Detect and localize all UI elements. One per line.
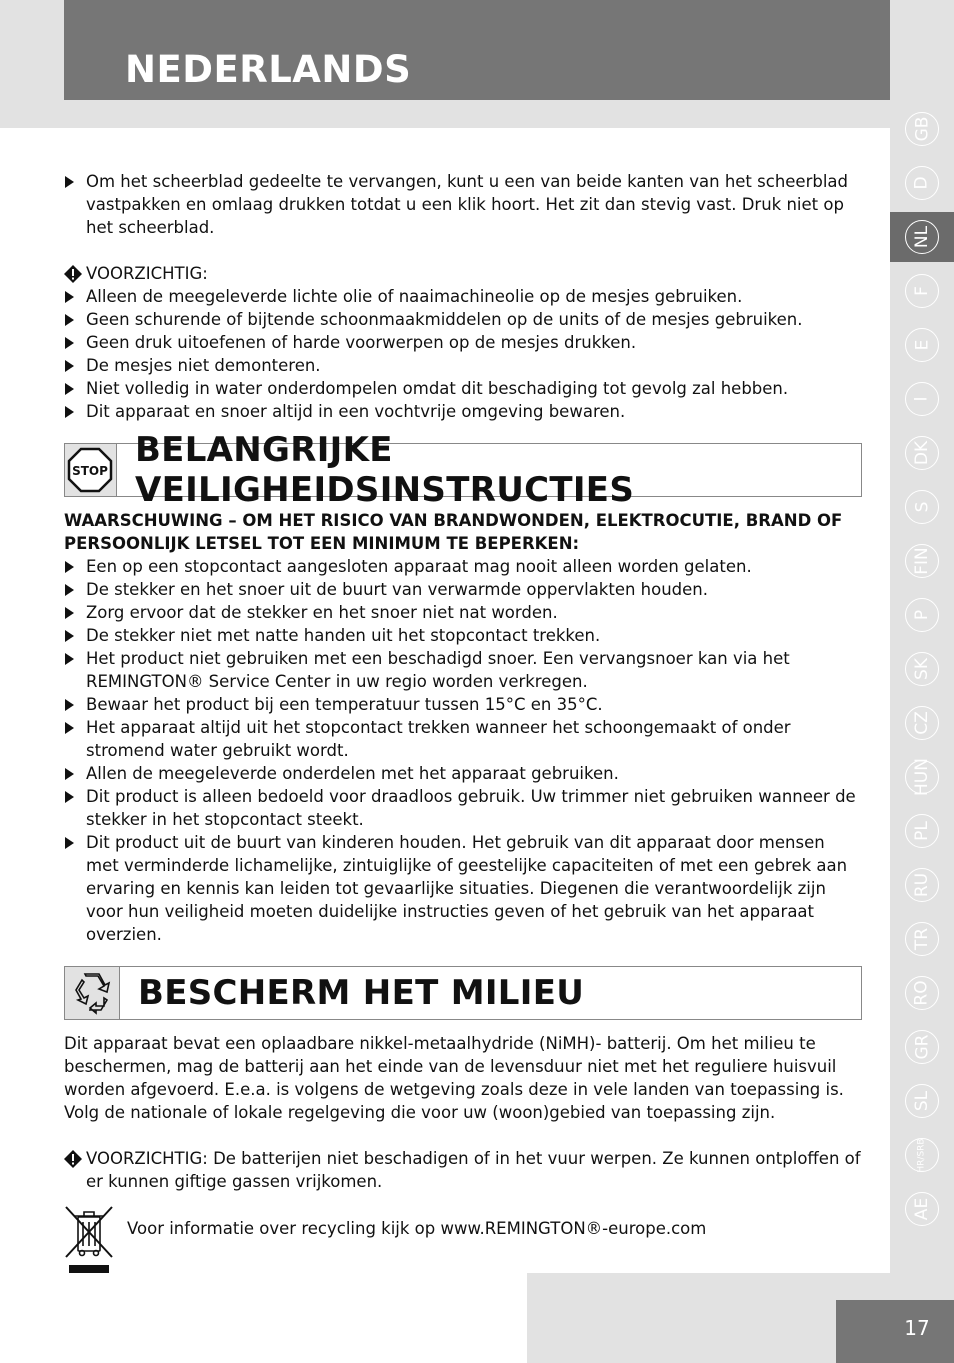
caution-text: De batterijen niet beschadigen of in het vuur werpen. Ze kunnen ontploffen of er kunnen giftige gassen vrijkomen. — [86, 1149, 861, 1191]
page-number-box — [836, 1300, 954, 1363]
language-circle — [905, 1030, 939, 1064]
language-circle — [905, 598, 939, 632]
list-item: Zorg ervoor dat de stekker en het snoer niet nat worden. — [64, 601, 862, 624]
language-tab-pl[interactable] — [890, 806, 954, 856]
environment-section-header — [64, 966, 862, 1020]
language-tab-sk[interactable] — [890, 644, 954, 694]
language-tab-ae[interactable] — [890, 1184, 954, 1234]
language-tab-tr[interactable] — [890, 914, 954, 964]
language-circle — [905, 814, 939, 848]
language-circle — [905, 922, 939, 956]
main-content — [64, 170, 862, 1277]
list-item: Om het scheerblad gedeelte te vervangen, kunt u een van beide kanten van het scheerblad vastpakken en omlaag drukken totdat u een klik hoort. Het zit dan stevig vast. Druk niet op het scheerblad. — [64, 170, 862, 239]
safety-section-header — [64, 430, 862, 510]
caution-list — [64, 285, 862, 423]
list-item: De stekker niet met natte handen uit het stopcontact trekken. — [64, 624, 862, 647]
page-title: NEDERLANDS — [125, 48, 412, 91]
list-item: Een op een stopcontact aangesloten apparaat mag nooit alleen worden gelaten. — [64, 555, 862, 578]
safety-list — [64, 555, 862, 946]
language-circle — [905, 1138, 939, 1172]
language-tab-hun[interactable] — [890, 752, 954, 802]
language-tab-p[interactable] — [890, 590, 954, 640]
language-label: HR/SRB — [916, 1137, 927, 1173]
language-circle — [905, 274, 939, 308]
language-label: AE — [912, 1197, 932, 1221]
list-item: Geen schurende of bijtende schoonmaakmiddelen op de units of de mesjes gebruiken. — [64, 308, 862, 331]
caution-label: VOORZICHTIG: — [86, 264, 208, 283]
language-circle — [905, 760, 939, 794]
list-item: Niet volledig in water onderdompelen omdat dit beschadiging tot gevolg zal hebben. — [64, 377, 862, 400]
list-item: Dit product uit de buurt van kinderen houden. Het gebruik van dit apparaat door mensen met verminderde lichamelijke, zintuiglijke of geestelijke capaciteiten of met een gebrek aan ervaring en kennis kan leiden tot gevaarlijke situaties. Diegenen die verantwoordelijk zijn voor hun veiligheid moeten duidelijke instructies geven of het gebruik van het apparaat overzien. — [64, 831, 862, 946]
language-tab-s[interactable] — [890, 482, 954, 532]
list-item: Het apparaat altijd uit het stopcontact trekken wanneer het schoongemaakt of onder stromend water gebruikt wordt. — [64, 716, 862, 762]
recycling-row — [64, 1205, 862, 1277]
safety-warning: WAARSCHUWING – OM HET RISICO VAN BRANDWONDEN, ELEKTROCUTIE, BRAND OF PERSOONLIJK LETSEL TOT EEN MINIMUM TE BEPERKEN: — [64, 511, 843, 553]
language-label: SL — [911, 1090, 932, 1112]
environment-paragraph: Dit apparaat bevat een oplaadbare nikkel-metaalhydride (NiMH)- batterij. Om het milieu te beschermen, mag de batterij aan het einde van de levensduur niet met het reguliere huisvuil worden afgevoerd. E.e.a. is volgens de wetgeving zoals deze in vele landen van toepassing is. Volg de nationale of lokale regelgeving die voor uw (woon)gebied van toepassing zijn. — [64, 1034, 844, 1122]
caution-heading — [64, 262, 862, 285]
language-label: I — [911, 396, 932, 402]
language-label: S — [911, 501, 932, 513]
language-label: NL — [911, 225, 932, 249]
language-tab-dk[interactable] — [890, 428, 954, 478]
language-circle — [905, 544, 939, 578]
language-label: FIN — [911, 547, 932, 575]
stop-sign-icon — [67, 447, 113, 493]
language-tab-e[interactable] — [890, 320, 954, 370]
language-tab-fin[interactable] — [890, 536, 954, 586]
language-circle — [905, 220, 939, 254]
language-label: GR — [912, 1034, 932, 1060]
list-item: Dit product is alleen bedoeld voor draadloos gebruik. Uw trimmer niet gebruiken wanneer de stekker in het stopcontact steekt. — [64, 785, 862, 831]
language-label: TR — [911, 927, 932, 951]
warning-diamond-icon — [64, 1150, 82, 1168]
list-item: Dit apparaat en snoer altijd in een vochtvrije omgeving bewaren. — [64, 400, 862, 423]
language-circle — [905, 652, 939, 686]
language-tab-cz[interactable] — [890, 698, 954, 748]
language-circle — [905, 328, 939, 362]
language-tab-gb[interactable] — [890, 104, 954, 154]
recycle-icon — [69, 970, 115, 1016]
language-circle — [905, 436, 939, 470]
language-tab-ru[interactable] — [890, 860, 954, 910]
language-label: RO — [911, 980, 932, 1006]
language-tab-gr[interactable] — [890, 1022, 954, 1072]
language-tab-f[interactable] — [890, 266, 954, 316]
list-item: Allen de meegeleverde onderdelen met het apparaat gebruiken. — [64, 762, 862, 785]
list-item: De mesjes niet demonteren. — [64, 354, 862, 377]
language-label: CZ — [912, 711, 932, 735]
page-number: 17 — [904, 1316, 930, 1340]
list-item: Bewaar het product bij een temperatuur tussen 15°C en 35°C. — [64, 693, 862, 716]
recycling-info: Voor informatie over recycling kijk op www.REMINGTON®-europe.com — [127, 1219, 707, 1238]
language-circle — [905, 112, 939, 146]
language-circle — [905, 868, 939, 902]
language-label: GB — [912, 116, 932, 142]
intro-list — [64, 170, 862, 239]
language-circle — [905, 382, 939, 416]
language-label: P — [911, 609, 932, 621]
caution-label: VOORZICHTIG: — [86, 1149, 208, 1168]
language-label: D — [912, 176, 932, 190]
list-item: Alleen de meegeleverde lichte olie of naaimachineolie op de mesjes gebruiken. — [64, 285, 862, 308]
battery-caution — [64, 1147, 862, 1193]
language-circle — [905, 490, 939, 524]
warning-diamond-icon — [64, 265, 82, 283]
language-tab-hr-srb[interactable] — [890, 1130, 954, 1180]
crossed-bin-icon — [64, 1205, 114, 1275]
language-label: E — [912, 339, 932, 351]
language-label: SK — [911, 658, 932, 680]
language-label: PL — [911, 821, 932, 841]
language-tab-sl[interactable] — [890, 1076, 954, 1126]
list-item: Geen druk uitoefenen of harde voorwerpen op de mesjes drukken. — [64, 331, 862, 354]
language-circle — [905, 706, 939, 740]
language-circle — [905, 976, 939, 1010]
language-label: DK — [912, 440, 932, 466]
language-label: F — [912, 286, 932, 296]
environment-icon-box — [65, 967, 120, 1019]
language-circle — [905, 1192, 939, 1226]
language-label: RU — [911, 872, 932, 898]
stop-sign-text: STOP — [72, 464, 109, 478]
language-tab-nl[interactable] — [890, 212, 954, 262]
language-circle — [905, 166, 939, 200]
safety-title: BELANGRIJKE VEILIGHEIDSINSTRUCTIES — [134, 430, 635, 510]
language-tab-ro[interactable] — [890, 968, 954, 1018]
language-label: HUN — [912, 758, 933, 796]
safety-icon-box — [65, 444, 117, 496]
list-item: De stekker en het snoer uit de buurt van verwarmde oppervlakten houden. — [64, 578, 862, 601]
language-tab-d[interactable] — [890, 158, 954, 208]
language-circle — [905, 1084, 939, 1118]
list-item: Het product niet gebruiken met een beschadigd snoer. Een vervangsnoer kan via het REMINGTON® Service Center in uw regio worden verkregen. — [64, 647, 862, 693]
language-tab-i[interactable] — [890, 374, 954, 424]
environment-title: BESCHERM HET MILIEU — [138, 973, 585, 1013]
